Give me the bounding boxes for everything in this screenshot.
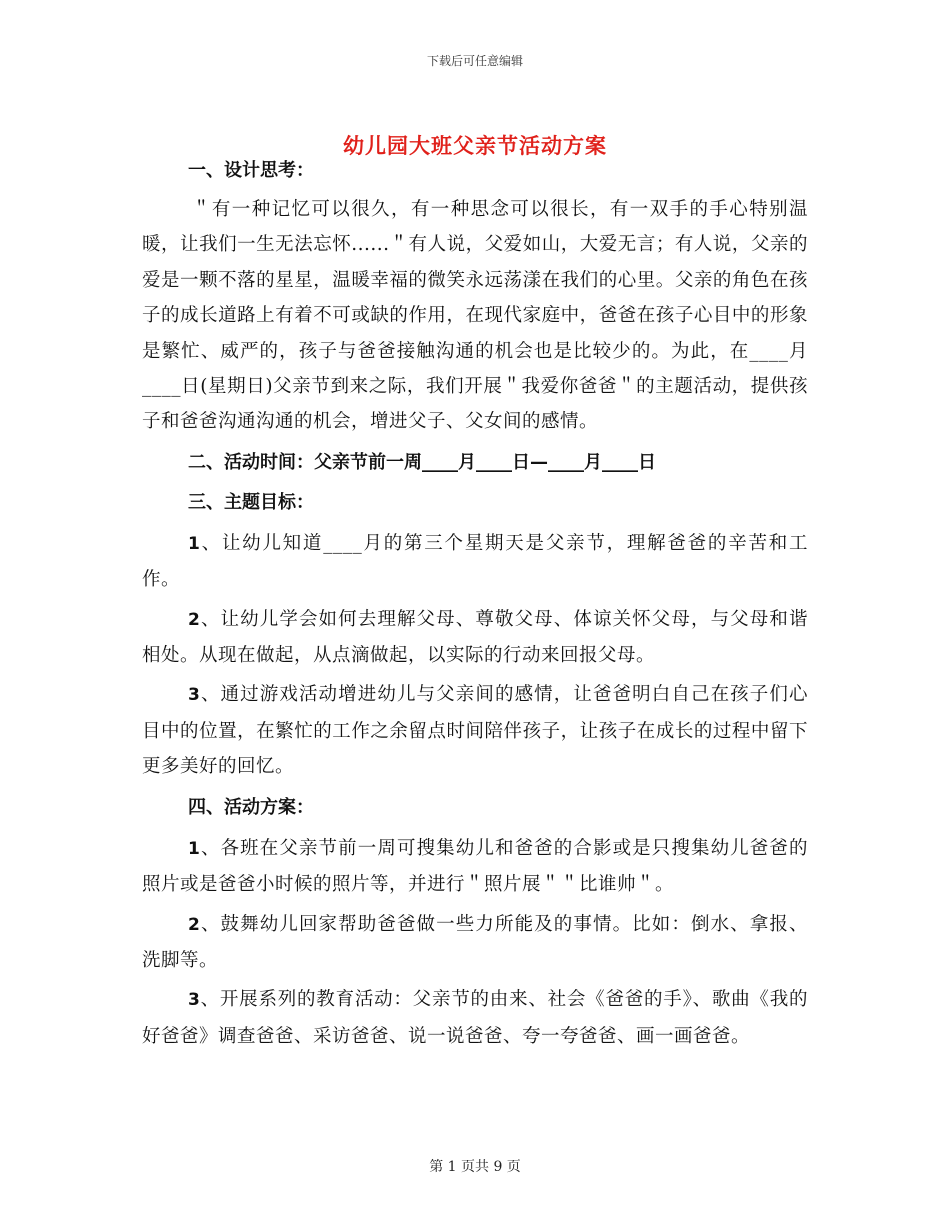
document-body xyxy=(142,152,808,1058)
design-paragraph: ＂有一种记忆可以很久，有一种思念可以很长，有一双手的手心特别温暖，让我们一生无法忘怀......＂有人说，父爱如山，大爱无言；有人说，父亲的爱是一颗不落的星星，温暖幸福的微笑永远荡漾在我们的心里。父亲的角色在孩子的成长道路上有着不可或缺的作用，在现代家庭中，爸爸在孩子心目中的形象是繁忙、威严的，孩子与爸爸接触沟通的机会也是比较少的。为此，在____月____日(星期日)父亲节到来之际，我们开展＂我爱你爸爸＂的主题活动，提供孩子和爸爸沟通沟通的机会，增进父子、父女间的感情。 xyxy=(142,199,808,433)
plan-text: 、各班在父亲节前一周可搜集幼儿和爸爸的合影或是只搜集幼儿爸爸的照片或是爸爸小时候的照片等，并进行＂照片展＂＂比谁帅＂。 xyxy=(142,837,808,896)
goal-item xyxy=(142,677,808,784)
page-number: 第 1 页共 9 页 xyxy=(429,1159,521,1175)
goal-number: 3 xyxy=(188,685,201,706)
plan-number: 1 xyxy=(188,838,201,859)
goal-text: 、让幼儿学会如何去理解父母、尊敬父母、体谅关怀父母，与父母和谐相处。从现在做起，从点滴做起，以实际的行动来回报父母。 xyxy=(142,608,808,667)
page-header-note: 下载后可任意编辑 xyxy=(426,54,523,68)
goal-item xyxy=(142,602,808,674)
document-title: 幼儿园大班父亲节活动方案 xyxy=(343,134,607,159)
plan-text: 、开展系列的教育活动：父亲节的由来、社会《爸爸的手》、歌曲《我的好爸爸》调查爸爸、采访爸爸、说一说爸爸、夸一夸爸爸、画一画爸爸。 xyxy=(142,989,808,1047)
plan-item xyxy=(142,907,808,979)
section-heading-plan: 四、活动方案： xyxy=(188,796,314,818)
plan-text: 、鼓舞幼儿回家帮助爸爸做一些力所能及的事情。比如：倒水、拿报、洗脚等。 xyxy=(142,913,808,971)
goal-text: 、让幼儿知道____月的第三个星期天是父亲节，理解爸爸的辛苦和工作。 xyxy=(142,532,808,591)
plan-item xyxy=(142,831,808,903)
goal-number: 2 xyxy=(188,609,201,630)
plan-number: 2 xyxy=(188,914,201,935)
plan-item xyxy=(142,982,808,1054)
goal-item xyxy=(142,526,808,598)
section-heading-design: 一、设计思考： xyxy=(188,160,314,181)
section-heading-time: 二、活动时间：父亲节前一周____月____日—____月____日 xyxy=(188,451,656,473)
section-heading-goals: 三、主题目标： xyxy=(188,491,314,513)
goal-number: 1 xyxy=(188,533,201,554)
plan-number: 3 xyxy=(188,990,201,1011)
goal-text: 、通过游戏活动增进幼儿与父亲间的感情，让爸爸明白自己在孩子们心目中的位置，在繁忙的工作之余留点时间陪伴孩子，让孩子在成长的过程中留下更多美好的回忆。 xyxy=(142,684,808,778)
